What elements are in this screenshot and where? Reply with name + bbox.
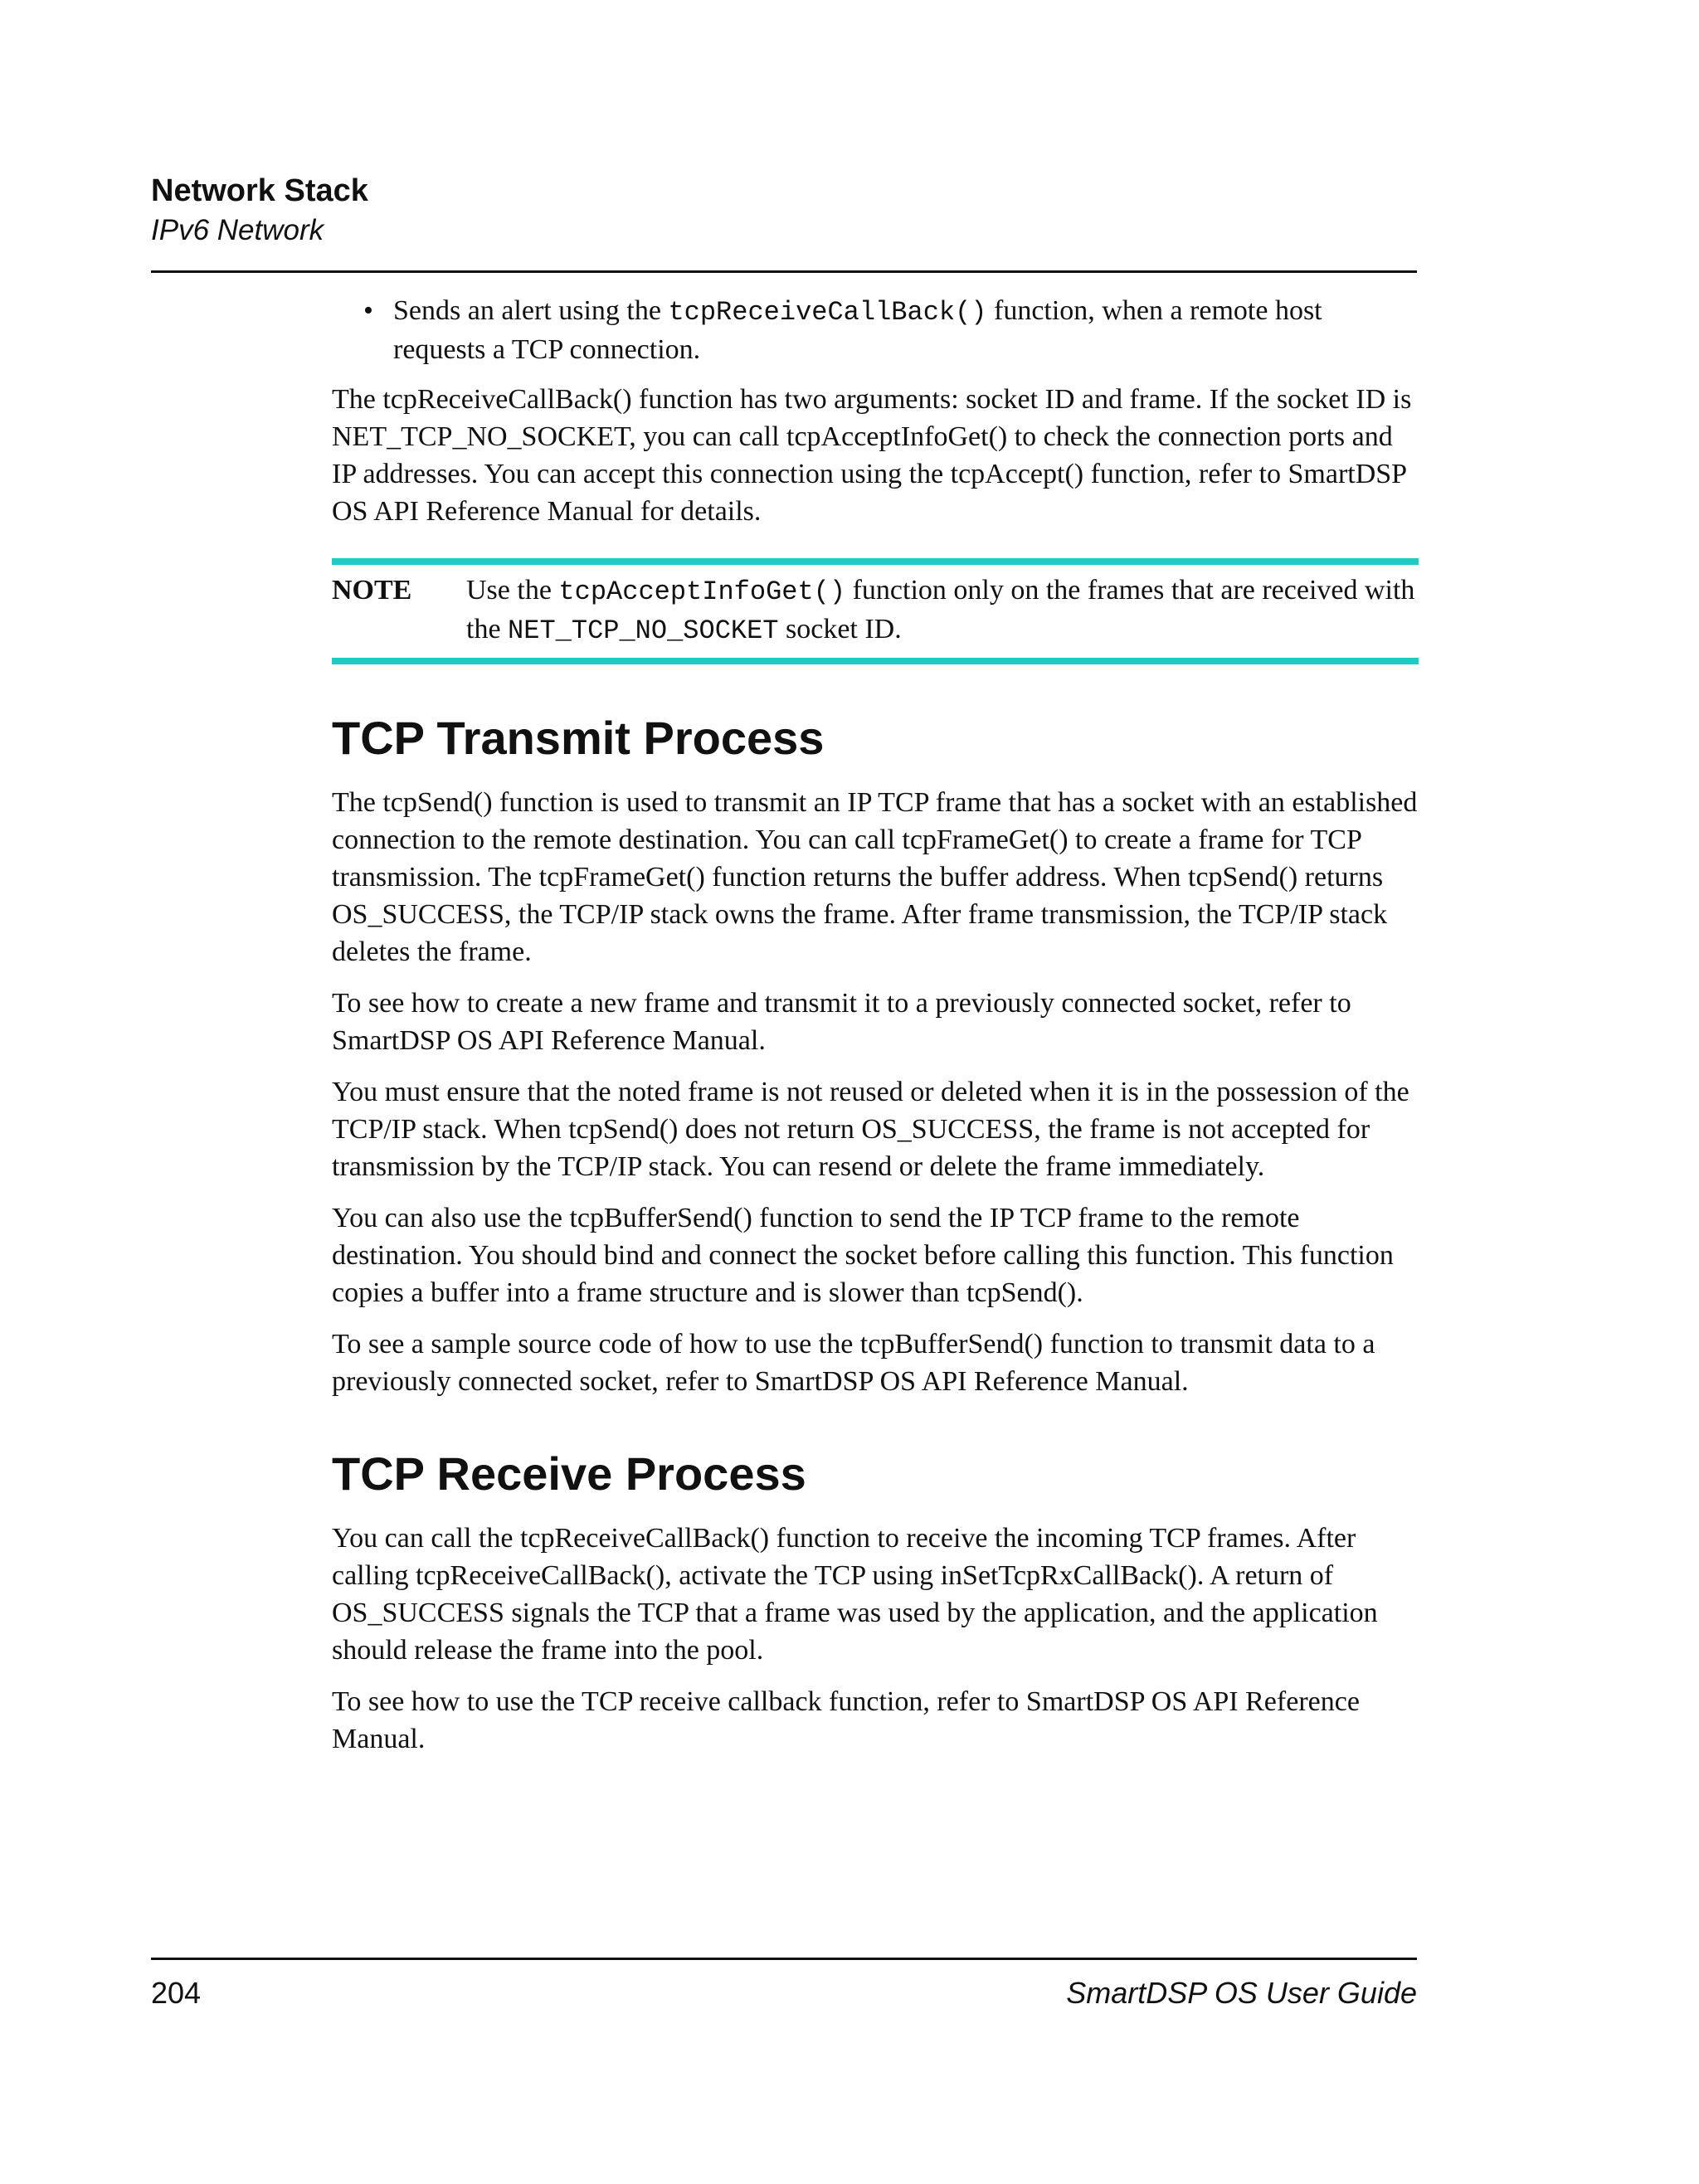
paragraph: The tcpSend() function is used to transmit an IP TCP frame that has a socket with an established connection to the remote destination. You can call tcpFrameGet() to create a frame for TCP transmission. The tcpFrameGet() function returns the buffer address. When tcpSend() returns OS_SUCCESS, the TCP/IP stack owns the frame. After frame transmission, the TCP/IP stack deletes the frame. bbox=[332, 787, 1418, 967]
paragraph: You must ensure that the noted frame is not reused or deleted when it is in the possession of the TCP/IP stack. When tcpSend() does not return OS_SUCCESS, the frame is not accepted for transmission by the TCP/IP stack. You can resend or delete the frame immediately. bbox=[332, 1077, 1409, 1182]
running-header-subtitle: IPv6 Network bbox=[151, 214, 324, 246]
note-code: NET_TCP_NO_SOCKET bbox=[508, 615, 779, 646]
header-rule bbox=[151, 270, 1417, 273]
note-text-part: Use the bbox=[466, 575, 559, 606]
paragraph: To see a sample source code of how to use the tcpBufferSend() function to transmit data to a previously connected socket, refer to SmartDSP OS API Reference Manual. bbox=[332, 1329, 1375, 1397]
note-box bbox=[332, 558, 1419, 664]
note-text bbox=[466, 572, 1419, 649]
paragraph: To see how to create a new frame and transmit it to a previously connected socket, refer to SmartDSP OS API Reference Manual. bbox=[332, 988, 1351, 1056]
intro-paragraph: The tcpReceiveCallBack() function has two arguments: socket ID and frame. If the socket ID is NET_TCP_NO_SOCKET, you can call tcpAcceptInfoGet() to check the connection ports and IP addresses. You can accept this connection using the tcpAccept() function, refer to SmartDSP OS API Reference Manual for details. bbox=[332, 384, 1412, 527]
note-text-part: function only on the frames that are received with the bbox=[466, 575, 1415, 644]
page-footer bbox=[151, 1974, 1417, 2012]
note-text-part: socket ID. bbox=[778, 614, 902, 644]
paragraph: You can call the tcpReceiveCallBack() function to receive the incoming TCP frames. After calling tcpReceiveCallBack(), activate the TCP using inSetTcpRxCallBack(). A return of OS_SUCCESS signals the TCP that a frame was used by the application, and the application should release the frame into the pool. bbox=[332, 1523, 1378, 1666]
section-heading-transmit: TCP Transmit Process bbox=[332, 712, 825, 764]
note-code: tcpAcceptInfoGet() bbox=[558, 576, 846, 607]
paragraph: You can also use the tcpBufferSend() function to send the IP TCP frame to the remote destination. You should bind and connect the socket before calling this function. This function copies a buffer into a frame structure and is slower than tcpSend(). bbox=[332, 1203, 1394, 1308]
bullet-code: tcpReceiveCallBack() bbox=[668, 297, 987, 328]
footer-title: SmartDSP OS User Guide bbox=[1066, 1976, 1417, 2010]
running-header-title: Network Stack bbox=[151, 173, 368, 208]
bullet-icon: • bbox=[363, 295, 373, 326]
paragraph: To see how to use the TCP receive callback function, refer to SmartDSP OS API Reference Manual. bbox=[332, 1686, 1360, 1754]
bullet-text-start: Sends an alert using the bbox=[393, 295, 669, 326]
bullet-text bbox=[393, 292, 1419, 368]
page-header bbox=[151, 170, 368, 250]
bullet-item bbox=[363, 292, 1419, 368]
footer-rule bbox=[151, 1958, 1417, 1960]
note-label: NOTE bbox=[332, 575, 412, 606]
section-heading-receive: TCP Receive Process bbox=[332, 1447, 806, 1500]
page-content bbox=[332, 292, 1419, 1772]
bullet-text-end: function, when a remote host requests a TCP connection. bbox=[393, 295, 1322, 365]
page-number: 204 bbox=[151, 1976, 202, 2010]
